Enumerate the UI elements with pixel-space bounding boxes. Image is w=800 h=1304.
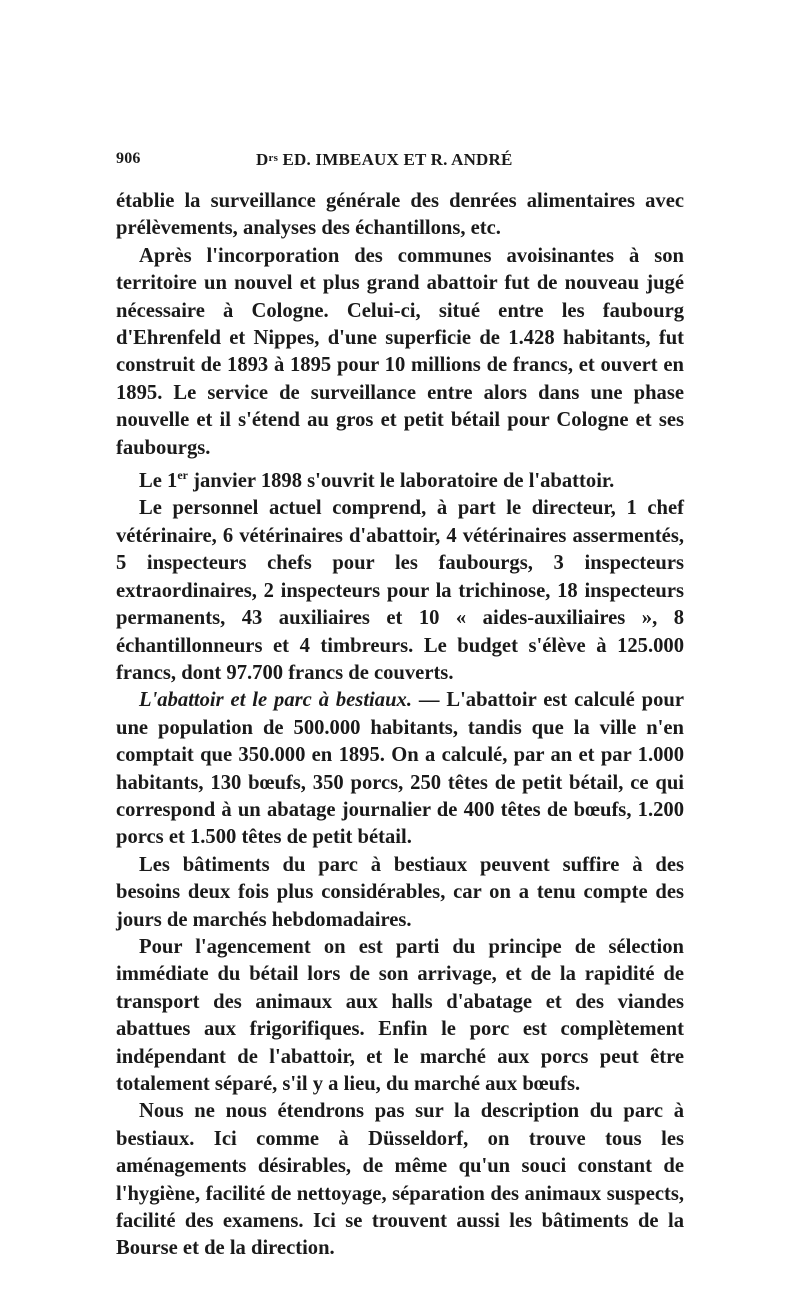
paragraph-new-abattoir: Après l'incorporation des communes avoisinantes à son territoire un nouvel et plus grand abattoir fut de nouveau jugé nécessaire à Cologne. Celui-ci, situé entre les faubourg d'Ehrenfeld et Nippes, d'une superficie de 1.428 habitants, fut construit de 1893 à 1895 pour 10 millions de francs, et ouvert en 1895. Le service de surveillance entre alors dans une phase nouvelle et il s'étend au gros et petit bétail pour Cologne et ses faubourgs.	[116, 244, 684, 459]
paragraph-abattoir-section	[116, 687, 684, 851]
paragraph-laboratory-after: janvier 1898 s'ouvrit le laboratoire de l'abattoir.	[187, 470, 615, 493]
book-page	[116, 146, 684, 1263]
paragraph-laboratory-before: Le 1	[139, 470, 178, 493]
running-head-authors: ED. IMBEAUX ET R. ANDRÉ	[278, 150, 513, 169]
paragraph-laboratory	[116, 462, 684, 495]
ordinal-superscript: er	[177, 468, 188, 483]
running-head-prefix: D	[256, 150, 269, 169]
paragraph-personnel: Le personnel actuel comprend, à part le directeur, 1 chef vétérinaire, 6 vétérinaires d'abattoir, 4 vétérinaires assermentés, 5 inspecteurs chefs pour les faubourgs, 3 inspecteurs extraordinaires, 2 inspecteurs pour la trichinose, 18 inspecteurs permanents, 43 auxiliaires et 10 « aides-auxiliaires », 8 échantillonneurs et 4 timbreurs. Le budget s'élève à 125.000 francs, dont 97.700 francs de couverts.	[116, 497, 684, 684]
paragraph-continuation: établie la surveillance générale des denrées alimentaires avec prélèvements, analyses des échantillons, etc.	[116, 190, 684, 240]
paragraph-abattoir-text: — L'abattoir est calculé pour une population de 500.000 habitants, tandis que la ville n'en comptait que 350.000 en 1895. On a calculé, par an et par 1.000 habitants, 130 bœufs, 350 porcs, 250 têtes de petit bétail, ce qui correspond à un abatage journalier de 400 têtes de bœufs, 1.200 porcs et 1.500 têtes de petit bétail.	[116, 689, 684, 849]
paragraph-description: Nous ne nous étendrons pas sur la description du parc à bestiaux. Ici comme à Düsseldorf, on trouve tous les aménagements désirables, de même qu'un souci constant de l'hygiène, facilité de nettoyage, séparation des animaux suspects, facilité des examens. Ici se trouvent aussi les bâtiments de la Bourse et de la direction.	[116, 1100, 684, 1260]
running-head	[256, 150, 513, 170]
paragraph-buildings: Les bâtiments du parc à bestiaux peuvent suffire à des besoins deux fois plus considérables, car on a tenu compte des jours de marchés hebdomadaires.	[116, 853, 684, 931]
running-head-superscript: rs	[268, 152, 279, 164]
body-text	[116, 188, 684, 1263]
paragraph-arrangement: Pour l'agencement on est parti du principe de sélection immédiate du bétail lors de son arrivage, et de la rapidité de transport des animaux aux halls d'abatage et des viandes abattues aux frigorifiques. Enfin le porc est complètement indépendant de l'abattoir, et le marché aux porcs peut être totalement séparé, s'il y a lieu, du marché aux bœufs.	[116, 935, 684, 1095]
section-title-italic: L'abattoir et le parc à bestiaux.	[139, 689, 412, 712]
page-number: 906	[116, 150, 141, 167]
page-header	[116, 146, 684, 174]
